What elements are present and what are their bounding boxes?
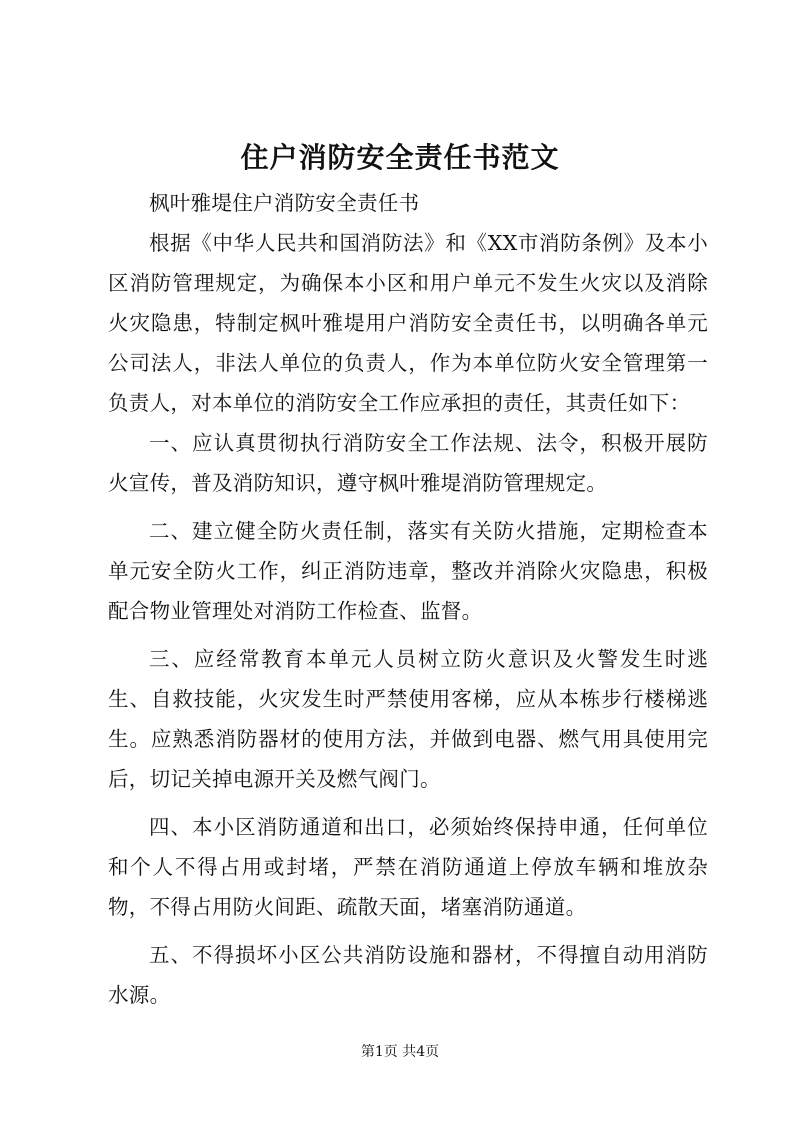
document-body <box>108 183 708 1015</box>
paragraph-subtitle: 枫叶雅堤住户消防安全责任书 <box>149 191 420 215</box>
paragraph-item-2: 二、建立健全防火责任制，落实有关防火措施，定期检查本单元安全防火工作，纠正消防违章，整改并消除火灾隐患，积极配合物业管理处对消防工作检查、监督。 <box>108 519 708 623</box>
paragraph-item-1: 一、应认真贯彻执行消防安全工作法规、法令，积极开展防火宣传，普及消防知识，遵守枫叶雅堤消防管理规定。 <box>108 431 708 495</box>
paragraph-item-4: 四、本小区消防通道和出口，必须始终保持申通，任何单位和个人不得占用或封堵，严禁在消防通道上停放车辆和堆放杂物，不得占用防火间距、疏散天面，堵塞消防通道。 <box>108 815 708 919</box>
paragraph-item-5: 五、不得损坏小区公共消防设施和器材，不得擅自动用消防水源。 <box>108 943 708 1007</box>
document-title: 住户消防安全责任书范文 <box>240 141 560 174</box>
paragraph-intro: 根据《中华人民共和国消防法》和《XX市消防条例》及本小区消防管理规定，为确保本小区和用户单元不发生火灾以及消除火灾隐患，特制定枫叶雅堤用户消防安全责任书，以明确各单元公司法人，非法人单位的负责人，作为本单位防火安全管理第一负责人，对本单位的消防安全工作应承担的责任，其责任如下： <box>108 231 708 415</box>
paragraph-item-3: 三、应经常教育本单元人员树立防火意识及火警发生时逃生、自救技能，火灾发生时严禁使用客梯，应从本栋步行楼梯逃生。应熟悉消防器材的使用方法，并做到电器、燃气用具使用完后，切记关掉电源开关及燃气阀门。 <box>108 647 708 791</box>
page-number-footer: 第1页 共4页 <box>360 1044 440 1060</box>
